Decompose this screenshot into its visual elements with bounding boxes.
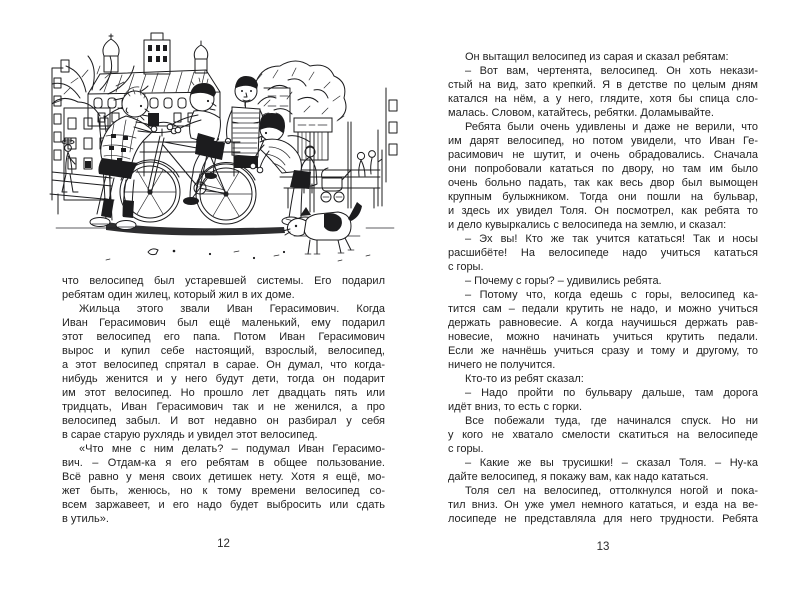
text-line: тридцать, Иван Герасимович так и не женился, а про bbox=[62, 401, 385, 413]
text-line: крупным булыжником. Тогда они пошли на бульвар, bbox=[448, 191, 758, 203]
text-line: стый на вид, зато крепкий. Я в детстве по целым дням bbox=[448, 79, 758, 91]
text-line: и здесь их увидел Толя. Он посмотрел, как ребята то bbox=[448, 205, 758, 217]
text-line: им этот велосипед. Но прошло лет двадцать пять или bbox=[62, 387, 385, 399]
text-line: «Что мне с ним делать? – подумал Иван Герасимо- bbox=[79, 443, 385, 455]
text-line: малась. Словом, катайтесь, ребятки. Доламывайте. bbox=[448, 107, 714, 119]
text-line: Ребята были очень удивлены и даже не верили, что bbox=[465, 121, 758, 133]
text-line: в утиль». bbox=[62, 513, 109, 525]
text-line: с горы. bbox=[448, 261, 484, 273]
text-line: Толя сел на велосипед, оттолкнулся ногой и пока- bbox=[465, 485, 758, 497]
text-line: а этот велосипед спрятал в сарае. Он думал, что когда- bbox=[62, 359, 385, 371]
text-line: ничего не получится. bbox=[448, 359, 556, 371]
text-line: расшибёте! На велосипеде надо учиться кататься bbox=[448, 247, 758, 259]
text-line: Иван Герасимович был ещё маленький, ему подарил bbox=[62, 317, 385, 329]
text-line: всем заржавеет, и его надо будет выбросить или сдать bbox=[62, 499, 385, 511]
text-line: велосипед забыл. И вот недавно он разбирал у себя bbox=[62, 415, 385, 427]
text-line: Кто-то из ребят сказал: bbox=[465, 373, 584, 385]
text-line: новесие, можно начинать учиться крутить педали. bbox=[448, 331, 758, 343]
bicycle-scene-illustration bbox=[48, 30, 400, 264]
page-number-right: 13 bbox=[596, 541, 610, 553]
text-line: – Какие же вы трусишки! – сказал Толя. – Ну-ка bbox=[465, 457, 758, 469]
text-line: им дарят велосипед, но потом увидели, что Иван Ге- bbox=[448, 135, 758, 147]
text-line: с горы. bbox=[448, 443, 484, 455]
text-line: нибудь женится и у него будут дети, тогда он подарит bbox=[62, 373, 385, 385]
text-line: Все побежали туда, где начинался спуск. Но ни bbox=[465, 415, 758, 427]
text-line: вич. – Отдам-ка я его ребятам в общее пользование. bbox=[62, 457, 385, 469]
text-line: Он вытащил велосипед из сарая и сказал ребятам: bbox=[465, 51, 729, 63]
text-line: расимович не шутит, и очень обрадовались. Сначала bbox=[448, 149, 758, 161]
text-line: – Надо пройти по бульвару дальше, там дорога bbox=[465, 387, 758, 399]
page-number-left: 12 bbox=[217, 538, 230, 550]
text-line: – Вот вам, чертенята, велосипед. Он хоть некази- bbox=[465, 65, 758, 77]
text-line: Всё равно у меня своих детишек нету. Хотя я ещё, мо- bbox=[62, 471, 385, 483]
text-line: – Потому что, когда едешь с горы, велосипед ка- bbox=[465, 289, 758, 301]
text-line: тится сам – педали крутить не надо, и можно учиться bbox=[448, 303, 758, 315]
text-line: и дело кувыркались с велосипеда на землю, и сказал: bbox=[448, 219, 727, 231]
bench-center bbox=[136, 142, 240, 176]
text-line: этот велосипед его папа. Потом Иван Герасимович bbox=[62, 331, 385, 343]
text-line: Жильца этого звали Иван Герасимович. Когда bbox=[79, 303, 385, 315]
onion-dome-right bbox=[194, 41, 208, 73]
text-line: в сарае старую рухлядь и увидел этот велосипед. bbox=[62, 429, 318, 441]
kiosk bbox=[294, 118, 332, 160]
text-line: тил вниз. Он уже умел немного кататься, и езда на ве- bbox=[448, 499, 758, 511]
background-figures bbox=[357, 151, 375, 176]
text-line: что велосипед был устаревшей системы. Его подарил bbox=[62, 275, 385, 287]
left-page-text bbox=[62, 274, 385, 526]
text-line: идёт вниз, то есть с горки. bbox=[448, 401, 583, 413]
text-line: у кого не хватало смелости скатиться на велосипеде bbox=[448, 429, 758, 441]
text-line: дайте велосипед, я покажу вам, как надо кататься. bbox=[448, 471, 709, 483]
far-right-building bbox=[386, 88, 397, 182]
onion-dome-left bbox=[103, 34, 119, 72]
pebbles bbox=[106, 249, 370, 261]
text-line: лосипеде не представляла для него трудности. Ребята bbox=[448, 513, 758, 525]
text-line: катался на нём, а у него, глядите, хотя бы спица сло- bbox=[448, 93, 758, 105]
text-line: ребятам один жилец, который жил в их доме. bbox=[62, 289, 295, 301]
text-line: Если же начнёшь учиться сразу и тому и другому, то bbox=[448, 345, 758, 357]
page-right bbox=[400, 0, 800, 600]
right-page-text bbox=[448, 50, 758, 526]
text-line: – Почему с горы? – удивились ребята. bbox=[465, 275, 662, 287]
dog bbox=[283, 202, 362, 254]
text-line: они попробовали кататься по двору, но там им было bbox=[448, 163, 758, 175]
text-line: – Эх вы! Кто же так учится кататься! Так и носы bbox=[465, 233, 758, 245]
text-line: вырос и купил себе настоящий, взрослый, велосипед, bbox=[62, 345, 385, 357]
text-line: держать равновесие. А когда научишься держать рав- bbox=[448, 317, 758, 329]
text-line: очень больно падать, так как весь двор был вымощен bbox=[448, 177, 758, 189]
text-line: жет быть, женюсь, но к тому времени велосипед со- bbox=[62, 485, 385, 497]
